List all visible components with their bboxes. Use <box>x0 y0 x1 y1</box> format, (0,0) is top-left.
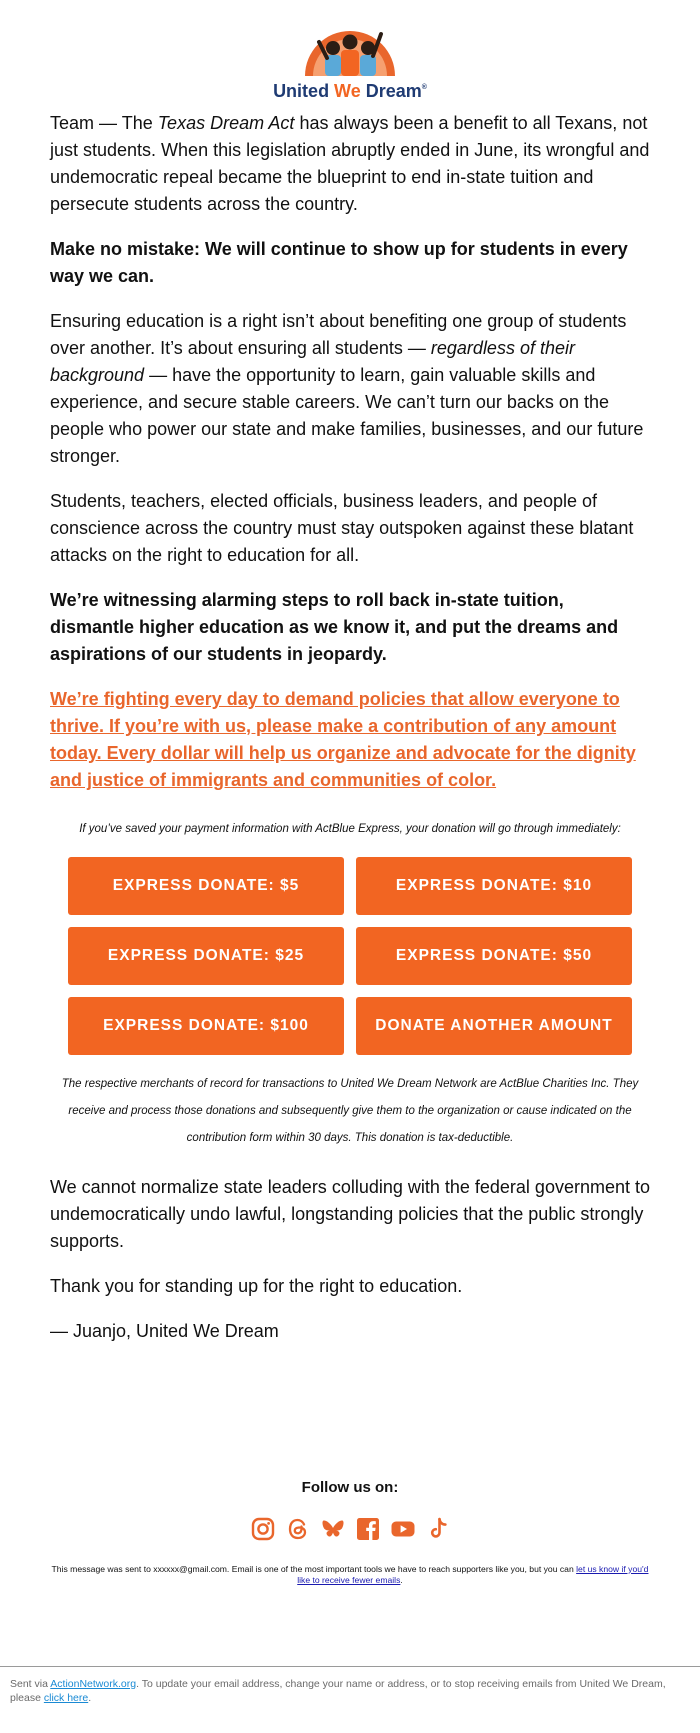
express-donate-50-button[interactable]: EXPRESS DONATE: $50 <box>356 927 632 985</box>
logo-graphic <box>275 26 425 102</box>
svg-text:United We Dream®: United We Dream® <box>273 81 427 101</box>
follow-heading: Follow us on: <box>301 1479 399 1496</box>
donate-button-grid <box>50 857 650 1055</box>
express-donate-100-button[interactable]: EXPRESS DONATE: $100 <box>68 997 344 1055</box>
message-content <box>0 110 700 1345</box>
express-note: If you’ve saved your payment information with ActBlue Express, your donation will go through immediately: <box>79 823 621 835</box>
express-donate-25-button[interactable]: EXPRESS DONATE: $25 <box>68 927 344 985</box>
subscription-notice: This message was sent to xxxxxx@gmail.com. Email is one of the most important tools we have to reach supporters like you, but you can let us know if you'd like to receive fewer emails. <box>51 1564 649 1585</box>
bold-statement-1: Make no mistake: We will continue to show up for students in every way we can. <box>50 239 628 286</box>
education-paragraph: Ensuring education is a right isn’t about benefiting one group of students over another. It’s about ensuring all students — regardless of their background — have the opportunity to learn, gain valuable skills and experience, and secure stable careers. We can’t turn our backs on the people who power our state and make families, businesses, and our future stronger. <box>50 311 644 466</box>
actionnetwork-link[interactable]: ActionNetwork.org <box>50 1678 137 1690</box>
signature: — Juanjo, United We Dream <box>50 1321 279 1341</box>
closing-paragraph: We cannot normalize state leaders colluding with the federal government to undemocratically undo lawful, longstanding policies that the public strongly supports. <box>50 1177 651 1251</box>
fewer-emails-link[interactable]: let us know if you'd like to receive fewer emails <box>297 1564 649 1585</box>
facebook-icon[interactable] <box>355 1516 381 1542</box>
thank-you-line: Thank you for standing up for the right to education. <box>50 1276 463 1296</box>
express-donate-10-button[interactable]: EXPRESS DONATE: $10 <box>356 857 632 915</box>
youtube-icon[interactable] <box>390 1516 416 1542</box>
bluesky-icon[interactable] <box>320 1516 346 1542</box>
social-icons <box>0 1516 700 1542</box>
conscience-paragraph: Students, teachers, elected officials, business leaders, and people of conscience across the country must stay outspoken against these blatant attacks on the right to education for all. <box>50 491 634 565</box>
donate-cta-link[interactable]: We’re fighting every day to demand policies that allow everyone to thrive. If you’re with us, please make a contribution of any amount today. Every dollar will help us organize and advocate for the dignity and justice of immigrants and communities of color. <box>50 689 636 790</box>
click-here-link[interactable]: click here <box>43 1692 89 1704</box>
tiktok-icon[interactable] <box>425 1516 451 1542</box>
intro-paragraph: Team — The Texas Dream Act has always been a benefit to all Texans, not just students. When this legislation abruptly ended in June, its wrongful and undemocratic repeal became the blueprint to end in-state tuition and persecute students across the country. <box>50 113 650 214</box>
logo[interactable] <box>0 0 700 110</box>
express-donate-5-button[interactable]: EXPRESS DONATE: $5 <box>68 857 344 915</box>
donation-disclaimer: The respective merchants of record for transactions to United We Dream Network are ActBlue Charities Inc. They receive and process those donations and subsequently give them to the organization or cause indicated on the contribution form within 30 days. This donation is tax-deductible. <box>61 1078 639 1144</box>
instagram-icon[interactable] <box>250 1516 276 1542</box>
footer: Sent via ActionNetwork.org. To update your email address, change your name or address, or to stop receiving emails from United We Dream, please click here. <box>0 1666 700 1705</box>
donate-another-amount-button[interactable]: DONATE ANOTHER AMOUNT <box>356 997 632 1055</box>
threads-icon[interactable] <box>285 1516 311 1542</box>
bold-statement-2: We’re witnessing alarming steps to roll back in-state tuition, dismantle higher education as we know it, and put the dreams and aspirations of our students in jeopardy. <box>50 590 619 664</box>
